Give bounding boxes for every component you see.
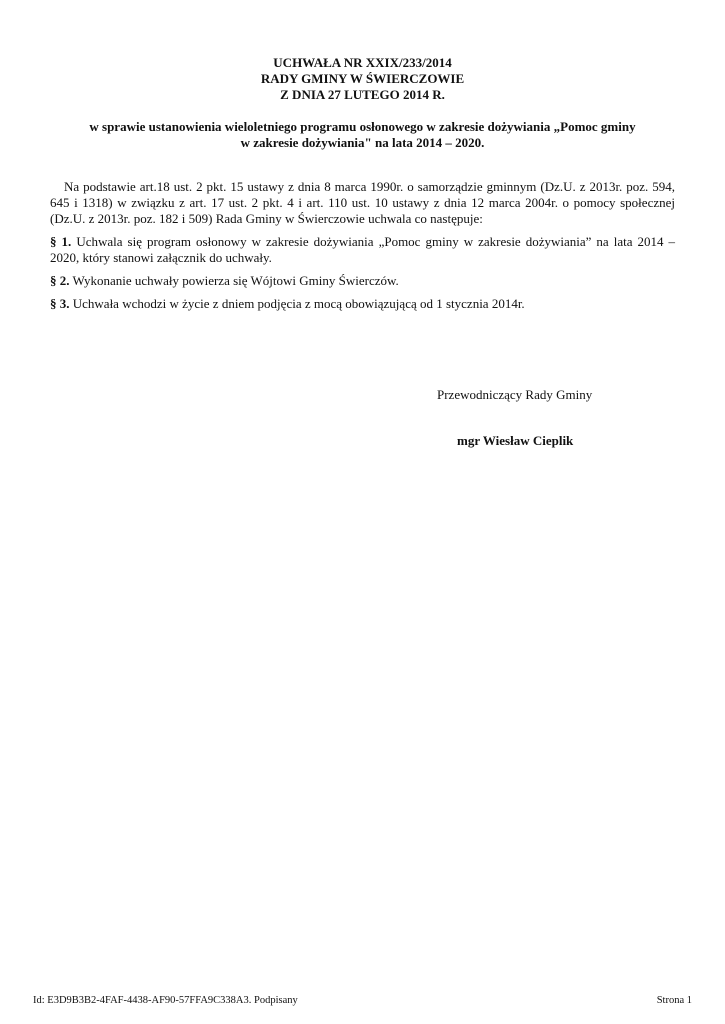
preamble-paragraph: Na podstawie art.18 ust. 2 pkt. 15 ustawy z dnia 8 marca 1990r. o samorządzie gminnym (Dz.U. z 2013r. poz. 594, 645 i 1318) w związku z art. 17 ust. 2 pkt. 4 i art. 110 ust. 10 ustawy z dnia 12 marca 2004r. o pomocy społecznej (Dz.U. z 2013r. poz. 182 i 509) Rada Gminy w Świerczowie uchwala co następuje: xyxy=(50,179,675,226)
signatory-name: mgr Wiesław Cieplik xyxy=(457,433,574,448)
resolution-date: Z DNIA 27 LUTEGO 2014 R. xyxy=(280,87,445,102)
paragraph-mark: § 1. xyxy=(50,234,72,249)
signature-title: Przewodniczący Rady Gminy xyxy=(437,387,593,402)
resolution-body xyxy=(50,179,675,319)
paragraph-text: Uchwala się program osłonowy w zakresie dożywiania „Pomoc gminy w zakresie dożywiania” na lata 2014 – 2020, który stanowi załącznik do uchwały. xyxy=(50,234,676,265)
resolution-subject xyxy=(40,119,685,151)
resolution-header xyxy=(0,55,725,103)
paragraph-mark: § 2. xyxy=(50,273,70,288)
paragraph-1 xyxy=(50,234,675,266)
council-name: RADY GMINY W ŚWIERCZOWIE xyxy=(260,71,465,86)
paragraph-text: Wykonanie uchwały powierza się Wójtowi Gminy Świerczów. xyxy=(72,273,399,288)
page-number: Strona 1 xyxy=(656,995,692,1006)
subject-line-1: w sprawie ustanowienia wieloletniego programu osłonowego w zakresie dożywiania „Pomoc gminy xyxy=(89,119,636,134)
paragraph-mark: § 3. xyxy=(50,296,70,311)
paragraph-text: Uchwała wchodzi w życie z dniem podjęcia z mocą obowiązującą od 1 stycznia 2014r. xyxy=(72,296,525,311)
paragraph-3 xyxy=(50,296,675,312)
document-id: Id: E3D9B3B2-4FAF-4438-AF90-57FFA9C338A3. Podpisany xyxy=(33,995,298,1006)
paragraph-2 xyxy=(50,273,675,289)
subject-line-2: w zakresie dożywiania" na lata 2014 – 2020. xyxy=(240,135,485,150)
resolution-number: UCHWAŁA NR XXIX/233/2014 xyxy=(273,55,452,70)
